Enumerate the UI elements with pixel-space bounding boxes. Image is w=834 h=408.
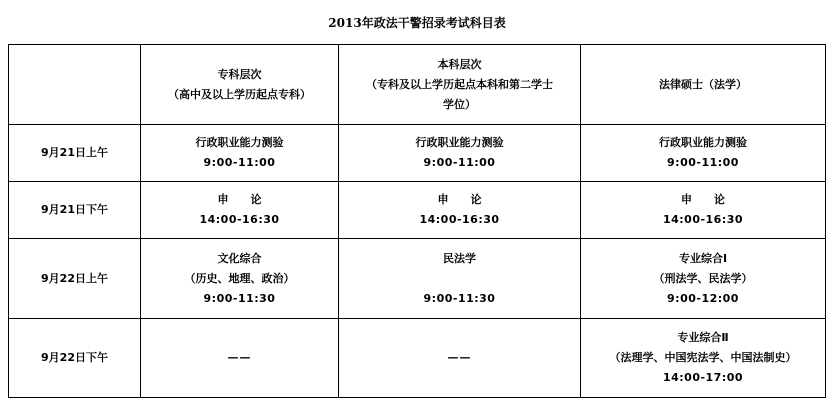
subject: 专业综合Ⅱ [677, 331, 729, 344]
subject: 申 论 [437, 193, 482, 206]
subject: 文化综合 [217, 251, 262, 265]
exam-time: 9:00-11:30 [423, 291, 496, 305]
exam-cell [581, 125, 826, 182]
header-line: 专科层次 [217, 67, 262, 81]
session-label: 9月21日上午 [9, 125, 141, 182]
exam-time: 9:00-11:00 [423, 156, 496, 169]
exam-time: 9:00-11:30 [203, 291, 276, 305]
exam-cell [581, 319, 826, 398]
table-row [9, 239, 826, 319]
exam-time: 14:00-16:30 [662, 213, 744, 226]
no-exam-dash: —— [227, 351, 252, 364]
subject: 行政职业能力测验 [415, 136, 504, 149]
table-row [9, 125, 826, 182]
exam-cell [339, 239, 581, 319]
exam-time: 9:00-11:00 [203, 156, 276, 169]
session-label: 9月21日下午 [9, 182, 141, 239]
no-exam-dash: —— [447, 351, 472, 364]
exam-cell [339, 125, 581, 182]
exam-cell [141, 319, 339, 398]
subject: 民法学 [443, 251, 476, 265]
page-title: 2013年政法干警招录考试科目表 [328, 16, 506, 30]
exam-cell [141, 182, 339, 239]
exam-time: 14:00-16:30 [419, 213, 500, 226]
exam-time: 9:00-12:00 [667, 291, 739, 305]
subject: 申 论 [217, 193, 262, 206]
subject: 申 论 [681, 193, 725, 206]
exam-cell [141, 125, 339, 182]
header-line: （高中及以上学历起点专科） [168, 87, 311, 101]
subject: 专业综合Ⅰ [678, 251, 728, 265]
subject: 行政职业能力测验 [195, 136, 284, 149]
subject: 行政职业能力测验 [659, 136, 747, 149]
table-row [9, 319, 826, 398]
exam-time: 14:00-17:00 [662, 371, 744, 384]
table-header-row [9, 45, 826, 125]
session-label: 9月22日下午 [9, 319, 141, 398]
header-undergraduate [339, 45, 581, 125]
exam-time: 14:00-16:30 [199, 213, 280, 226]
header-corner-cell [9, 45, 141, 125]
exam-cell [581, 239, 826, 319]
table-row [9, 182, 826, 239]
exam-cell [581, 182, 826, 239]
header-master-of-law [581, 45, 826, 125]
subject-detail [341, 269, 578, 289]
subject-detail: （历史、地理、政治） [184, 271, 295, 285]
subject-detail: （刑法学、民法学） [653, 271, 753, 285]
header-line: 法律硕士（法学） [659, 77, 747, 91]
exam-cell [141, 239, 339, 319]
header-junior-college [141, 45, 339, 125]
subject-detail: （法理学、中国宪法学、中国法制史） [609, 351, 797, 364]
exam-cell [339, 319, 581, 398]
exam-cell [339, 182, 581, 239]
exam-time: 9:00-11:00 [667, 156, 739, 169]
session-label: 9月22日上午 [9, 239, 141, 319]
header-line: 本科层次 [437, 57, 482, 71]
header-line: 学位） [443, 97, 476, 111]
exam-schedule-table [8, 44, 826, 398]
header-line: （专科及以上学历起点本科和第二学士 [366, 77, 553, 91]
